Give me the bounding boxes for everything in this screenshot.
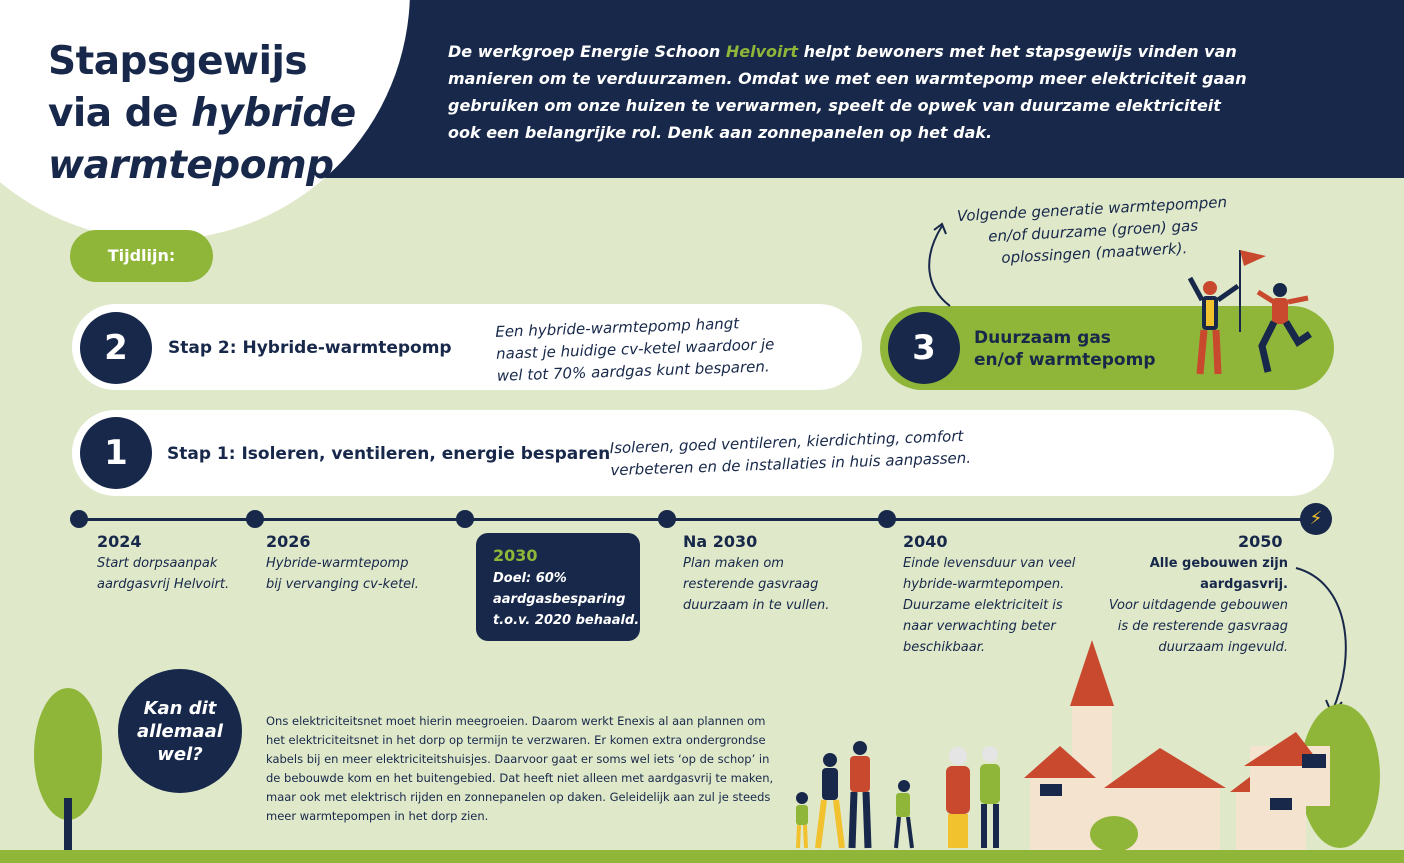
step-1-number: 1 (80, 417, 152, 489)
timeline-dot-2030 (456, 510, 474, 528)
desc-2024: Start dorpsaanpak aardgasvrij Helvoirt. (97, 556, 230, 592)
tree-illustration (28, 688, 108, 852)
family-illustration (790, 738, 1010, 850)
question-circle: Kan dit allemaal wel? (118, 669, 242, 793)
curved-arrow-icon (920, 218, 960, 310)
step-2-number: 2 (80, 312, 152, 384)
year-2026: 2026 (266, 532, 311, 551)
step-3-note: Volgende generatie warmtepompen en/of duurzame (groen) gas oplossingen (maatwerk). (956, 192, 1228, 267)
step-2-label: Stap 2: Hybride-warmtepomp (168, 338, 452, 358)
year-2024: 2024 (97, 532, 142, 551)
step-3-number: 3 (888, 312, 960, 384)
timeline-dot-2026 (246, 510, 264, 528)
timeline-line (78, 518, 1318, 521)
desc-2026: Hybride-warmtepomp bij vervanging cv-ketel. (266, 556, 419, 592)
year-na-2030: Na 2030 (683, 532, 758, 551)
desc-2030: Doel: 60% aardgasbesparing t.o.v. 2020 behaald. (493, 571, 640, 628)
grid-paragraph: Ons elektriciteitsnet moet hierin meegroeien. Daarom werkt Enexis al aan plannen om het elektriciteitsnet in het dorp op termijn te verzwaren. Er komen extra ondergrondse kabels bij en meer elektriciteitshuisjes. Daarvoor gaat er soms wel iets ‘op de schop’ in de bebouwde kom en het buitengebied. Dat heeft niet alleen met aardgasvrij te maken, maar ook met elektrisch rijden en zonnepanelen op daken. Geleidelijk aan zul je steeds meer warmtepompen in het dorp zien. (266, 714, 774, 823)
intro-text: De werkgroep Energie Schoon Helvoirt helpt bewoners met het stapsgewijs vinden van manieren om te verduurzamen. Omdat we met een warmtepomp meer elektriciteit gaan gebruiken om onze huizen te verwarmen, speelt de opwek van duurzame elektriciteit ook een belangrijke rol. Denk aan zonnepanelen op het dak. (448, 42, 1247, 142)
desc-2050: Alle gebouwen zijn aardgasvrij. Voor uitdagende gebouwen is de resterende gasvraag duurzaam ingevuld. (1108, 556, 1288, 655)
timeline-dot-2040 (878, 510, 896, 528)
year-2030: 2030 (493, 546, 538, 565)
village-illustration (1010, 636, 1390, 852)
year-2050: 2050 (1238, 532, 1283, 551)
timeline-dot-na-2030 (658, 510, 676, 528)
desc-na-2030: Plan maken om resterende gasvraag duurzaam in te vullen. (683, 556, 830, 613)
step-1-note: Isoleren, goed ventileren, kierdichting, comfort verbeteren en de installaties in huis aanpassen. (609, 426, 972, 480)
people-with-flag-illustration (1182, 242, 1322, 384)
step-2-note: Een hybride-warmtepomp hangt naast je huidige cv-ketel waardoor je wel tot 70% aardgas kunt besparen. (495, 314, 775, 385)
year-2040: 2040 (903, 532, 948, 551)
desc-2040: Einde levensduur van veel hybride-warmtepompen. Duurzame elektriciteit is naar verwachting beter beschikbaar. (903, 556, 1076, 655)
timeline-dot-2024 (70, 510, 88, 528)
tijdlijn-pill: Tijdlijn: (70, 230, 213, 282)
page-title: Stapsgewijs via de hybride warmtepomp (48, 39, 356, 188)
lightning-icon: ⚡ (1300, 503, 1332, 535)
step-3-label: Duurzaam gas en/of warmtepomp (974, 328, 1156, 370)
ground-strip (0, 850, 1404, 863)
step-1-label: Stap 1: Isoleren, ventileren, energie besparen (167, 444, 611, 464)
